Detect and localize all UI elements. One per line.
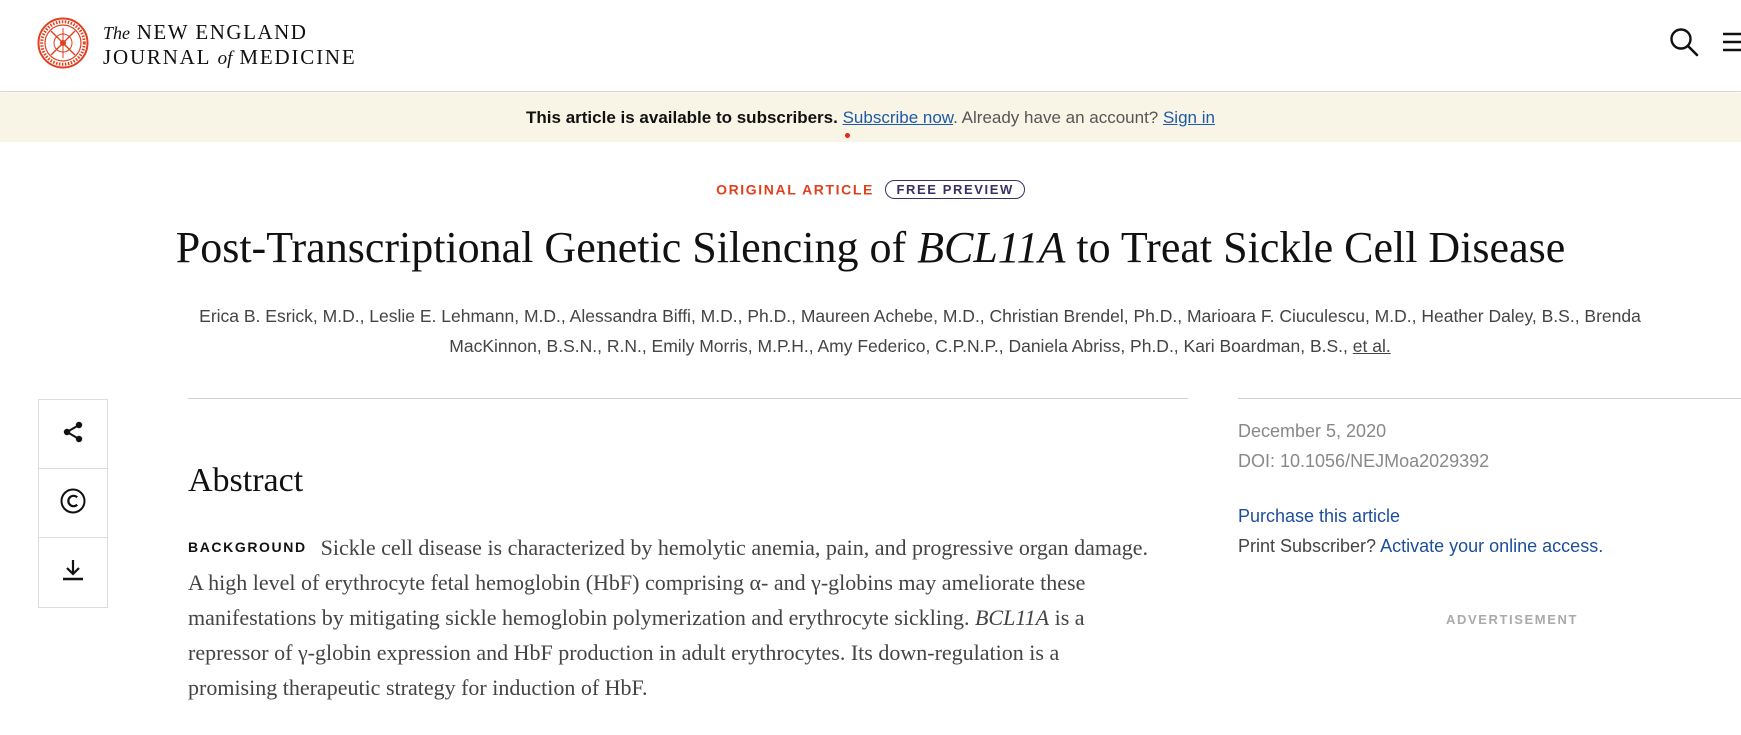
purchase-article-link[interactable]: Purchase this article: [1238, 506, 1401, 526]
sidebar-divider: [1238, 398, 1741, 399]
advertisement-label: ADVERTISEMENT: [1445, 612, 1579, 627]
sign-in-link[interactable]: Sign in: [1162, 108, 1215, 127]
abstract-heading: Abstract: [188, 462, 304, 499]
article-label-row: [0, 180, 1741, 199]
notification-dot: [845, 133, 850, 138]
publication-date: December 5, 2020: [1238, 421, 1387, 441]
logo-medicine: MEDICINE: [239, 45, 357, 69]
download-icon: [61, 558, 85, 587]
logo-journal: JOURNAL: [103, 45, 211, 69]
banner-lead-text: This article is available to subscribers.: [526, 108, 838, 127]
logo-of: of: [217, 48, 233, 69]
nejm-seal-logo[interactable]: [37, 17, 89, 69]
site-header: [0, 0, 1741, 92]
article-doi: DOI: 10.1056/NEJMoa2029392: [1238, 451, 1490, 471]
subscribe-now-link[interactable]: Subscribe now: [842, 108, 954, 127]
title-text-after: to Treat Sickle Cell Disease: [1065, 223, 1566, 272]
free-preview-badge: FREE PREVIEW: [885, 180, 1024, 199]
download-button[interactable]: [39, 538, 107, 607]
logo-the: The: [103, 23, 130, 43]
author-list: [180, 301, 1660, 361]
et-al-link[interactable]: et al.: [1352, 336, 1391, 356]
article-type-label: ORIGINAL ARTICLE: [716, 181, 874, 198]
background-section-label: BACKGROUND: [188, 539, 307, 555]
title-text-before: Post-Transcriptional Genetic Silencing of: [175, 223, 918, 272]
print-subscriber-line: [1238, 536, 1603, 557]
article-title: [0, 222, 1741, 273]
permissions-button[interactable]: [39, 469, 107, 538]
abstract-gene-name: BCL11A: [974, 605, 1050, 630]
copyright-icon: [60, 488, 86, 519]
share-button[interactable]: [39, 400, 107, 469]
title-gene-name: BCL11A: [917, 223, 1066, 272]
article-tools: [38, 399, 108, 608]
share-icon: [62, 421, 84, 448]
logo-new-england: NEW ENGLAND: [136, 20, 308, 44]
abstract-background-paragraph: [188, 530, 1148, 705]
hamburger-menu-icon[interactable]: [1722, 30, 1741, 54]
main-divider: [188, 398, 1188, 399]
abstract-text-part1: Sickle cell disease is characterized by hemolytic anemia, pain, and progressive organ damage. A high level of erythrocyte fetal hemoglobin (HbF) comprising α- and γ-globins may ameliorate these manifestations by mitigating sickle hemoglobin polymerization and erythrocyte sickling.: [188, 535, 1149, 630]
print-subscriber-prefix: Print Subscriber?: [1238, 536, 1381, 556]
search-icon[interactable]: [1668, 26, 1700, 58]
abstract-text-part2: is a repressor of γ-globin expression and HbF production in adult erythrocytes. Its down-regulation is a promising therapeutic strategy for induction of HbF.: [188, 605, 1085, 700]
activate-access-link[interactable]: Activate your online access.: [1380, 536, 1604, 556]
banner-middle-text: . Already have an account?: [953, 108, 1163, 127]
subscriber-banner: [0, 93, 1741, 142]
author-names: Erica B. Esrick, M.D., Leslie E. Lehmann, M.D., Alessandra Biffi, M.D., Ph.D., Maureen Achebe, M.D., Christian Brendel, Ph.D., Marioara F. Ciuculescu, M.D., Heather Daley, B.S., Brenda MacKinnon, B.S.N., R.N., Emily Morris, M.P.H., Amy Federico, C.P.N.P., Daniela Abriss, Ph.D., Kari Boardman, B.S.,: [199, 306, 1641, 356]
site-logo-wordmark[interactable]: [103, 20, 356, 71]
